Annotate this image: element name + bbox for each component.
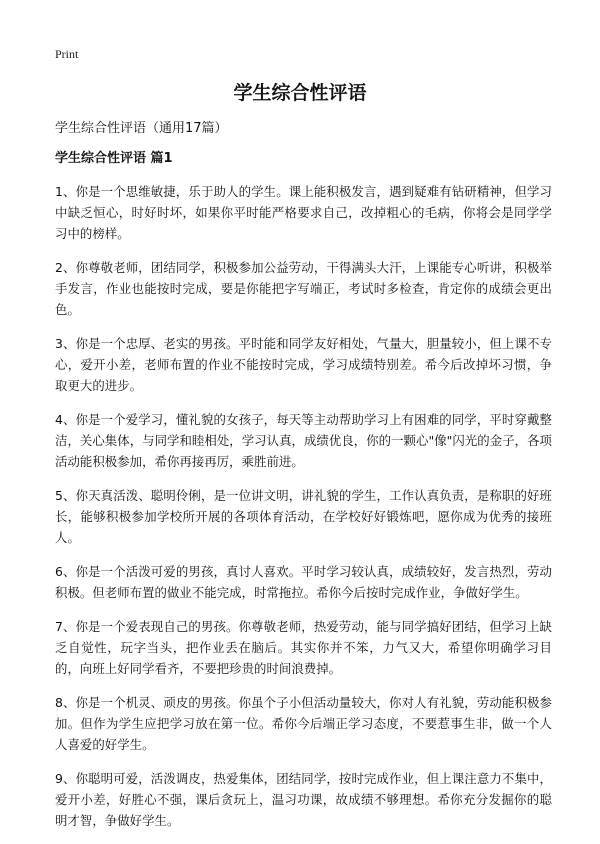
comment-paragraph-3: 3、你是一个忠厚、老实的男孩。平时能和同学友好相处，气量大，胆量较小，但上课不专心，爱开小差，老师布置的作业不能按时完成，学习成绩特别差。希今后改掉坏习惯，争取更大的进步。 — [55, 336, 552, 393]
comment-paragraph-4: 4、你是一个爱学习，懂礼貌的女孩子，每天等主动帮助学习上有困难的同学，平时穿戴整洁，关心集体，与同学和睦相处，学习认真，成绩优良，你的一颗心"像"闪光的金子，各项活动能积极参加，希你再接再厉，乘胜前进。 — [55, 412, 552, 469]
comment-paragraph-8: 8、你是一个机灵、顽皮的男孩。你虽个子小但活动量较大，你对人有礼貌，劳动能积极参加。但作为学生应把学习放在第一位。希你今后端正学习态度，不要惹事生非，做一个人人喜爱的好学生。 — [55, 695, 552, 752]
comment-paragraph-9: 9、你聪明可爱，活泼调皮，热爱集体，团结同学，按时完成作业，但上课注意力不集中，爱开小差，好胜心不强，课后贪玩上，温习功课，故成绩不够理想。希你充分发掘你的聪明才智，争做好学生。 — [55, 771, 552, 828]
print-link[interactable]: Print — [55, 47, 79, 61]
comment-paragraph-6: 6、你是一个活泼可爱的男孩，真讨人喜欢。平时学习较认真，成绩较好，发言热烈，劳动积极。但老师布置的做业不能完成，时常拖拉。希你今后按时完成作业，争做好学生。 — [55, 564, 552, 600]
comment-paragraph-2: 2、你尊敬老师，团结同学，积极参加公益劳动，干得满头大汗，上课能专心听讲，积极举手发言，作业也能按时完成，要是你能把字写端正，考试时多检查，肯定你的成绩会更出色。 — [55, 260, 552, 317]
document-subtitle: 学生综合性评语（通用17篇） — [55, 121, 228, 136]
comment-paragraph-5: 5、你天真活泼、聪明伶俐，是一位讲文明，讲礼貌的学生，工作认真负责，是称职的好班长，能够积极参加学校所开展的各项体育活动，在学校好好锻炼吧，愿你成为优秀的接班人。 — [55, 488, 552, 545]
section-heading: 学生综合性评语 篇1 — [55, 151, 173, 166]
article-body — [55, 181, 552, 844]
comment-paragraph-7: 7、你是一个爱表现自己的男孩。你尊敬老师，热爱劳动，能与同学搞好团结，但学习上缺乏自觉性，玩字当头，把作业丢在脑后。其实你并不笨，力气又大，希望你明确学习目的，向班上好同学看齐，不要把珍贵的时间浪费掉。 — [55, 619, 552, 676]
comment-paragraph-1: 1、你是一个思维敏捷，乐于助人的学生。课上能积极发言，遇到疑难有钻研精神，但学习中缺乏恒心，时好时坏，如果你平时能严格要求自己，改掉粗心的毛病，你将会是同学学习中的榜样。 — [55, 184, 552, 241]
page-title: 学生综合性评语 — [233, 82, 367, 104]
